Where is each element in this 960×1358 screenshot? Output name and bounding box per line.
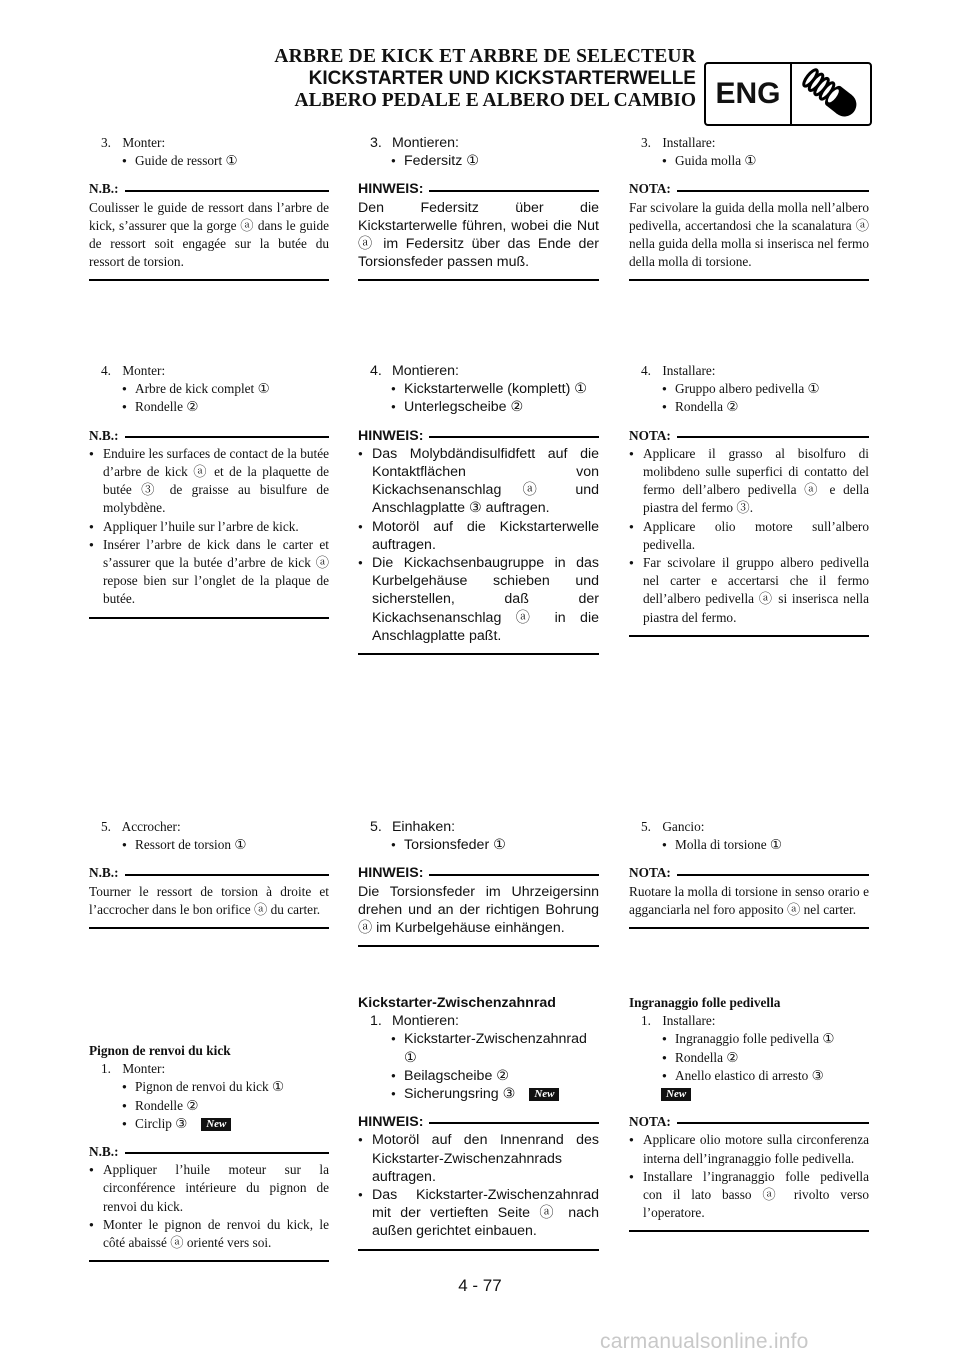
divider [89,1260,329,1262]
step-verb: Gancio: [662,819,705,834]
divider [89,617,329,619]
de-idler-gear [358,994,599,1251]
divider [89,927,329,929]
note-label: NOTA: [629,865,671,881]
step-number: 3. [370,135,382,151]
part-item: ● Molla di torsione ① [629,836,869,854]
part-item: ● Arbre de kick complet ① [89,380,329,398]
part-item: ● Kickstarter-Zwischenzahnrad ① [358,1030,599,1066]
note-item: ● Enduire les surfaces de contact de la butée d’arbre de kick ⓐ et de la plaquette de butée ③ de graisse au bisulfure de molybdène. [89,445,329,518]
part-item: Sicherungsring ③ [404,1086,516,1103]
part-item: ● Gruppo albero pedivella ① [629,380,869,398]
watermark: carmanualsonline.info [600,1330,809,1353]
divider [629,279,869,281]
part-item: ● Rondella ② [629,398,869,416]
step-number: 1. [641,1013,651,1029]
step-verb: Montieren: [391,135,459,151]
note-label: NOTA: [629,1114,671,1130]
note-item: ● Appliquer l’huile moteur sur la circonférence intérieure du pignon de renvoi du kick. [89,1161,329,1216]
it-step-4 [629,362,869,637]
title-german: KICKSTARTER UND KICKSTARTERWELLE [308,68,696,89]
fr-idler-gear [89,1042,329,1262]
note-item: ● Far scivolare il gruppo albero pedivella nel carter e accertarsi che il fermo dell’albero pedivella ⓐ si inserisca nella piastra del fermo. [629,554,869,627]
note-label: NOTA: [629,181,671,197]
part-item: ● Kickstarterwelle (komplett) ① [358,380,599,398]
divider [629,635,869,637]
part-item: Circlip ③ [135,1115,188,1131]
part-item: ● Ressort de torsion ① [89,836,329,854]
part-item: ● Federsitz ① [358,152,599,170]
note-item: ● Die Kickachsenbaugruppe in das Kurbelgehäuse schieben und sicherstellen, daß der Kickachsenanschlag ⓐ in die Anschlagplatte paßt. [358,554,599,645]
step-verb: Monter: [122,135,166,150]
step-number: 1. [370,1013,382,1030]
divider [125,190,329,192]
note-label: NOTA: [629,427,671,443]
new-part-badge: New [661,1088,691,1101]
divider [629,1230,869,1232]
divider [89,279,329,281]
step-number: 4. [641,363,651,378]
note-label: N.B.: [89,865,119,881]
section-heading: Kickstarter-Zwischenzahnrad [358,995,556,1011]
note-item: ● Installare l’ingranaggio folle pedivella con il lato basso ⓐ rivolto verso l’operatore. [629,1168,869,1223]
divider [429,874,599,876]
divider [358,945,599,947]
de-step-3 [358,134,599,281]
step-verb: Accrocher: [121,819,181,834]
divider [677,190,869,192]
title-italian: ALBERO PEDALE E ALBERO DEL CAMBIO [294,90,696,111]
note-label: HINWEIS: [358,427,424,444]
note-label: HINWEIS: [358,865,424,882]
divider [125,874,329,876]
step-number: 3. [641,135,651,150]
divider [358,1249,599,1251]
step-number: 5. [101,819,111,834]
step-number: 5. [370,819,382,835]
it-step-5 [629,818,869,929]
part-item: ● Rondella ② [629,1049,869,1067]
note-item: ● Applicare olio motore sulla circonferenza interna dell’ingranaggio folle pedivella. [629,1131,869,1167]
step-number: 4. [370,363,382,379]
note-text: Coulisser le guide de ressort dans l’arbre de kick, s’assurer que la gorge ⓐ dans le guide de ressort soit engagée sur la butée du ressort de torsion. [89,199,329,270]
step-number: 3. [101,135,111,150]
part-item: ● Guida molla ① [629,152,869,170]
divider [429,1122,599,1124]
divider [429,436,599,438]
part-item: ● Rondelle ② [89,1097,329,1115]
fr-step-3 [89,134,329,281]
note-label: HINWEIS: [358,1114,424,1131]
fr-step-5 [89,818,329,929]
part-item: ● Unterlegscheibe ② [358,398,599,416]
part-item: ● Torsionsfeder ① [358,836,599,854]
note-label: N.B.: [89,1144,119,1160]
note-item: ● Motoröl auf die Kickstarterwelle auftragen. [358,518,599,554]
part-item: ● Anello elastico di arresto ③ [629,1067,869,1085]
divider [125,436,329,438]
part-item: ● Rondelle ② [89,398,329,416]
section-heading: Ingranaggio folle pedivella [629,995,781,1010]
it-idler-gear [629,994,869,1232]
de-step-5 [358,818,599,947]
part-item: ● Beilagscheibe ② [358,1067,599,1085]
divider [677,436,869,438]
note-label: N.B.: [89,181,119,197]
step-verb: Installare: [662,1013,716,1029]
note-item: ● Applicare il grasso al bisolfuro di molibdeno sulle superfici di contatto del fermo dell’albero pedivella ⓐ e della piastra del fermo ③. [629,445,869,518]
note-label: N.B.: [89,427,119,443]
step-number: 4. [101,363,111,378]
note-text: Ruotare la molla di torsione in senso orario e agganciarla nel foro apposito ⓐ nel carter. [629,883,869,917]
note-item: ● Appliquer l’huile sur l’arbre de kick. [89,518,329,536]
note-label: HINWEIS: [358,181,424,198]
column-german [358,134,599,1254]
fr-step-4 [89,362,329,619]
page-header-titles [250,46,696,112]
step-number: 5. [641,819,651,834]
note-item: ● Insérer l’arbre de kick dans le carter et s’assurer que la butée d’arbre de kick ⓐ repose bien sur l’onglet de la plaque de butée. [89,536,329,609]
step-verb: Monter: [122,1061,166,1077]
section-heading: Pignon de renvoi du kick [89,1043,231,1058]
step-verb: Installare: [662,135,716,150]
page-number: 4 - 77 [458,1276,502,1295]
note-item: ● Das Kickstarter-Zwischenzahnrad mit der vertieften Seite ⓐ nach außen gerichtet einbauen. [358,1186,599,1241]
note-text: Die Torsionsfeder im Uhrzeigersinn drehen und an der richtigen Bohrung ⓐ im Kurbelgehäuse einhängen. [358,883,599,937]
eng-label: ENG [706,64,792,124]
step-verb: Montieren: [391,363,459,379]
note-item: ● Motoröl auf den Innenrand des Kickstarter-Zwischenzahnrads auftragen. [358,1131,599,1186]
divider [125,1152,329,1154]
column-french [89,134,329,1254]
part-item: ● Pignon de renvoi du kick ① [89,1078,329,1096]
note-item: ● Das Molybdändisulfidfett auf die Kontaktflächen von Kickachsenanschlag ⓐ und Anschlagplatte ③ auftragen. [358,445,599,518]
step-verb: Einhaken: [391,819,456,835]
column-italian [629,134,869,1254]
step-verb: Installare: [662,363,716,378]
it-step-3 [629,134,869,281]
note-item: ● Monter le pignon de renvoi du kick, le côté abaissé ⓐ orienté vers soi. [89,1216,329,1252]
note-text: Den Federsitz über die Kickstarterwelle führen, wobei die Nut ⓐ im Federsitz über das Ende der Torsionsfeder passen muß. [358,199,599,271]
note-text: Far scivolare la guida della molla nell’albero pedivella, accertandosi che la scanalatura ⓐ nella guida della molla si inserisca nel fermo della molla di torsione. [629,199,869,270]
step-verb: Monter: [122,363,166,378]
engine-spring-icon [792,64,870,124]
step-number: 1. [101,1061,111,1077]
step-verb: Montieren: [391,1013,459,1030]
note-item: ● Applicare olio motore sull’albero pedivella. [629,518,869,554]
part-item: ● Ingranaggio folle pedivella ① [629,1030,869,1048]
new-part-badge: New [201,1118,231,1131]
divider [677,1122,869,1124]
title-french: ARBRE DE KICK ET ARBRE DE SELECTEUR [274,46,696,67]
divider [629,927,869,929]
de-step-4 [358,362,599,655]
new-part-badge: New [529,1088,559,1101]
section-badge [704,62,872,126]
divider [358,279,599,281]
divider [429,190,599,192]
divider [358,653,599,655]
divider [677,874,869,876]
note-text: Tourner le ressort de torsion à droite et l’accrocher dans le bon orifice ⓐ du carter. [89,883,329,917]
part-item: ● Guide de ressort ① [89,152,329,170]
